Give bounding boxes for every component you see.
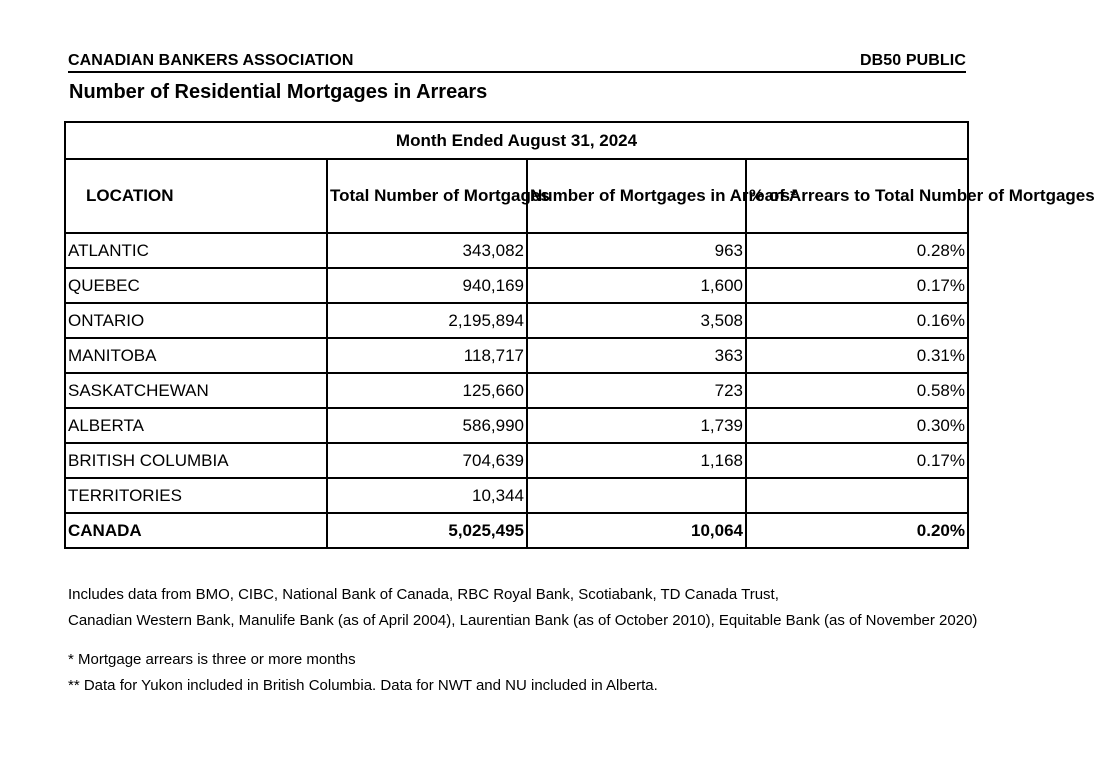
arrears-cell: 363: [527, 338, 746, 373]
table-row: [65, 408, 968, 443]
table-row: [65, 443, 968, 478]
arrears-cell: 963: [527, 233, 746, 268]
source-note-line-1: Includes data from BMO, CIBC, National Bank of Canada, RBC Royal Bank, Scotiabank, TD Canada Trust,: [68, 586, 779, 603]
percent-cell: 0.17%: [746, 268, 968, 303]
table-row: [65, 233, 968, 268]
table-row: [65, 478, 968, 513]
percent-cell: 0.31%: [746, 338, 968, 373]
percent-cell: 0.17%: [746, 443, 968, 478]
total-cell: 940,169: [327, 268, 527, 303]
arrears-cell: 1,739: [527, 408, 746, 443]
percent-cell: 0.30%: [746, 408, 968, 443]
report-code: DB50 PUBLIC: [859, 52, 966, 69]
total-arrears-cell: 10,064: [527, 513, 746, 548]
header-row: [65, 159, 968, 233]
footnote-territories: ** Data for Yukon included in British Columbia. Data for NWT and NU included in Alberta.: [68, 677, 658, 694]
arrears-cell: 723: [527, 373, 746, 408]
total-cell: 586,990: [327, 408, 527, 443]
column-header-percent: % of Arrears to Total Number of Mortgages: [746, 159, 968, 233]
location-cell: ONTARIO: [65, 303, 327, 338]
table-row: [65, 268, 968, 303]
table-row: [65, 303, 968, 338]
location-cell: ALBERTA: [65, 408, 327, 443]
total-cell: 118,717: [327, 338, 527, 373]
location-cell: TERRITORIES: [65, 478, 327, 513]
location-cell: MANITOBA: [65, 338, 327, 373]
percent-cell: 0.28%: [746, 233, 968, 268]
location-cell: QUEBEC: [65, 268, 327, 303]
total-location-cell: CANADA: [65, 513, 327, 548]
total-cell: 2,195,894: [327, 303, 527, 338]
location-cell: ATLANTIC: [65, 233, 327, 268]
column-header-location: LOCATION: [65, 159, 327, 233]
column-header-arrears: Number of Mortgages in Arrears*: [527, 159, 746, 233]
location-cell: SASKATCHEWAN: [65, 373, 327, 408]
org-name: CANADIAN BANKERS ASSOCIATION: [68, 52, 354, 69]
report-header: [68, 52, 966, 73]
column-header-total: Total Number of Mortgages: [327, 159, 527, 233]
total-row: [65, 513, 968, 548]
arrears-cell: 1,168: [527, 443, 746, 478]
table-row: [65, 338, 968, 373]
percent-cell: [746, 478, 968, 513]
location-cell: BRITISH COLUMBIA: [65, 443, 327, 478]
total-cell: 125,660: [327, 373, 527, 408]
footnote-arrears: * Mortgage arrears is three or more months: [68, 651, 356, 668]
page-title: Number of Residential Mortgages in Arrears: [69, 81, 488, 103]
total-cell: 10,344: [327, 478, 527, 513]
period-row: [65, 122, 968, 159]
percent-cell: 0.58%: [746, 373, 968, 408]
arrears-cell: 3,508: [527, 303, 746, 338]
total-cell: 704,639: [327, 443, 527, 478]
table-row: [65, 373, 968, 408]
arrears-cell: 1,600: [527, 268, 746, 303]
arrears-cell: [527, 478, 746, 513]
total-cell: 343,082: [327, 233, 527, 268]
total-mortgages-cell: 5,025,495: [327, 513, 527, 548]
source-note-line-2: Canadian Western Bank, Manulife Bank (as of April 2004), Laurentian Bank (as of October 2010), Equitable Bank (as of November 2020): [68, 612, 978, 629]
period-label: Month Ended August 31, 2024: [65, 122, 968, 159]
percent-cell: 0.16%: [746, 303, 968, 338]
arrears-table: [64, 121, 1095, 549]
total-percent-cell: 0.20%: [746, 513, 968, 548]
